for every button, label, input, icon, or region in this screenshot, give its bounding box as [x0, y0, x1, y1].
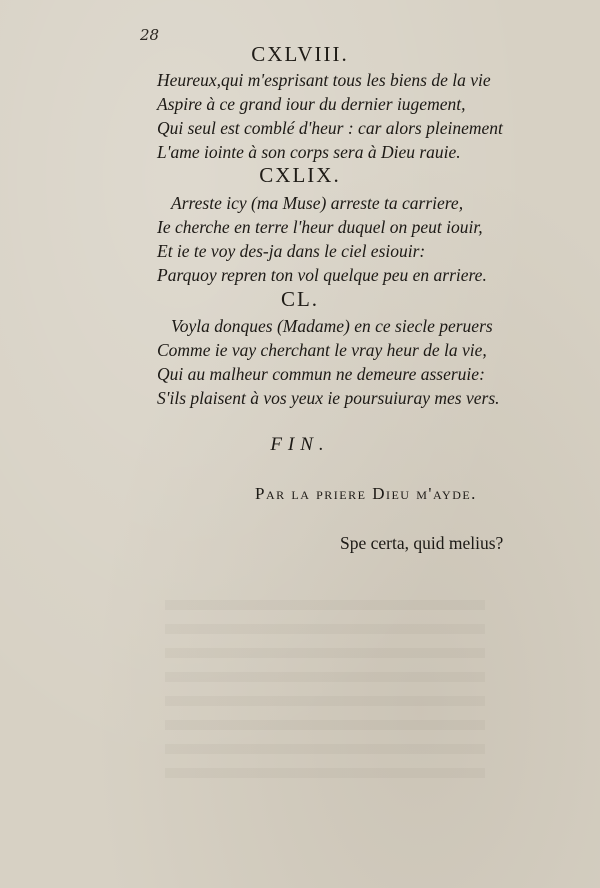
- section-heading: CXLVIII.: [251, 42, 349, 66]
- show-through-text: [165, 600, 485, 780]
- verse-line: Qui seul est comblé d'heur : car alors pleinement: [157, 118, 503, 138]
- verse-line: Voyla donques (Madame) en ce siecle peruers: [171, 316, 493, 336]
- latin-motto: Spe certa, quid melius?: [340, 533, 504, 553]
- fin-marker: FIN.: [270, 434, 330, 455]
- stanza: [157, 68, 503, 164]
- verse-line: Arreste icy (ma Muse) arreste ta carriere,: [171, 193, 464, 213]
- verse-line: L'ame iointe à son corps sera à Dieu rauie.: [157, 142, 461, 162]
- section-heading: CXLIX.: [259, 163, 341, 187]
- verse-line: Et ie te voy des-ja dans le ciel esiouir:: [157, 241, 426, 261]
- verse-line: Parquoy repren ton vol quelque peu en arriere.: [157, 265, 487, 285]
- stanza: [157, 191, 487, 287]
- section-heading: CL.: [280, 287, 320, 311]
- verse-line: Qui au malheur commun ne demeure asseruie:: [157, 364, 485, 384]
- verse-line: Aspire à ce grand iour du dernier iugement,: [157, 94, 466, 114]
- stanza: [157, 314, 500, 410]
- verse-line: Ie cherche en terre l'heur duquel on peut iouir,: [157, 217, 483, 237]
- motto: Par la priere Dieu m'ayde.: [255, 484, 477, 503]
- verse-line: Comme ie vay cherchant le vray heur de la vie,: [157, 340, 487, 360]
- page-number: 28: [140, 26, 160, 44]
- verse-line: Heureux,qui m'esprisant tous les biens de la vie: [157, 70, 491, 90]
- verse-line: S'ils plaisent à vos yeux ie poursuiuray mes vers.: [157, 388, 500, 408]
